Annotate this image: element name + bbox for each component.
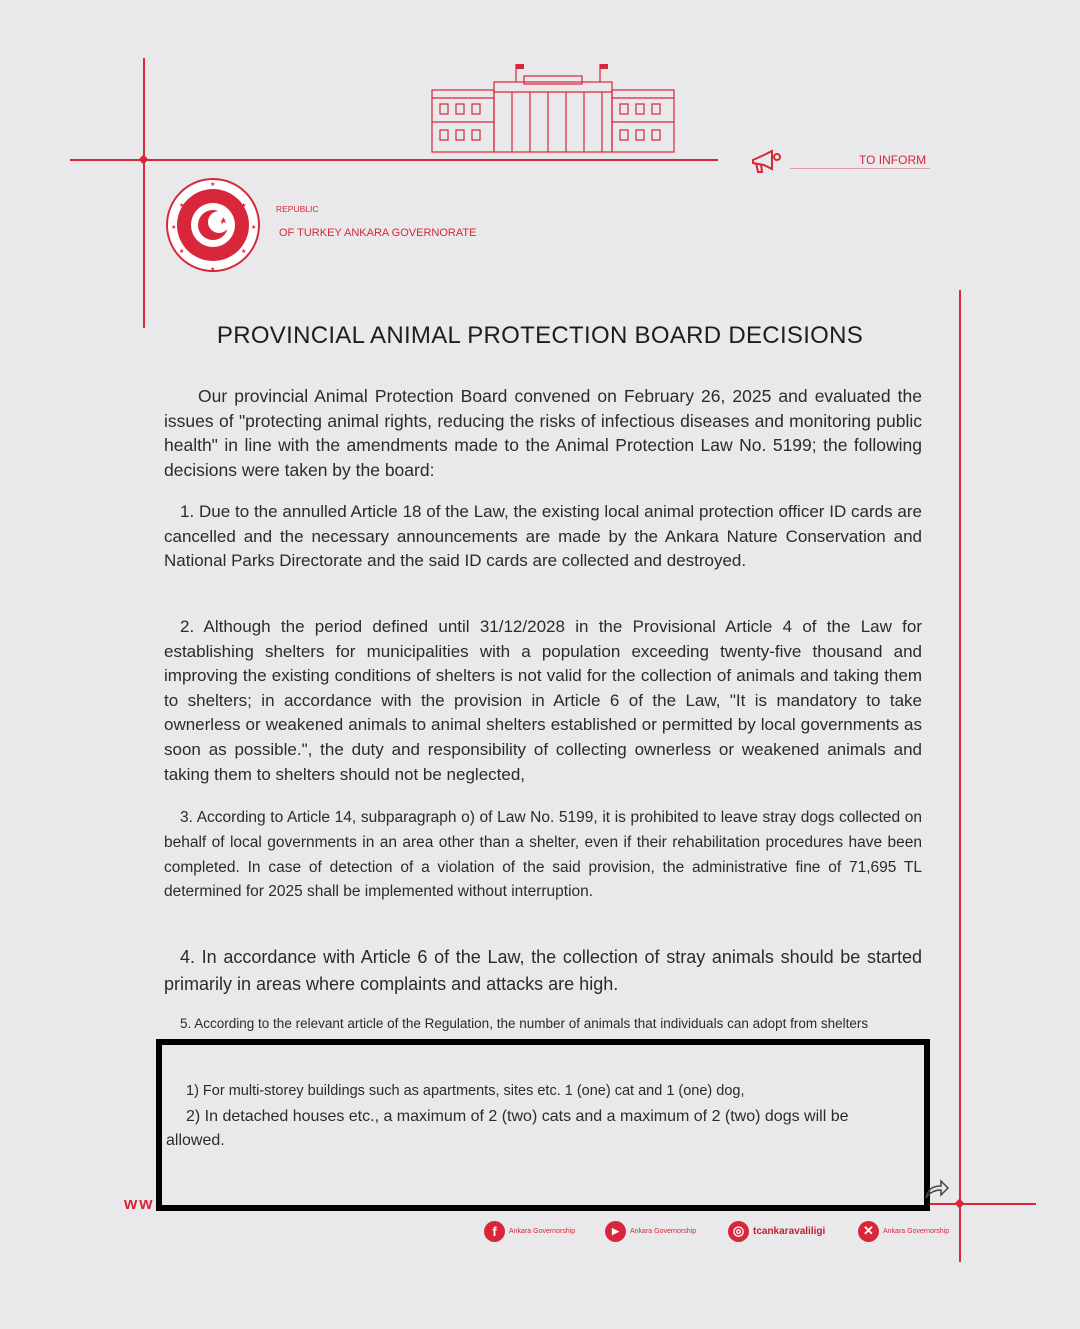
decision-1 [164, 500, 922, 574]
social-youtube[interactable] [605, 1220, 696, 1242]
parliament-building-illustration [428, 62, 678, 156]
youtube-icon: ▶ [605, 1221, 626, 1242]
decision-4-text: 4. In accordance with Article 6 of the Law, the collection of stray animals should be started primarily in areas where complaints and attacks are high. [164, 947, 922, 994]
page-title: PROVINCIAL ANIMAL PROTECTION BOARD DECISIONS [216, 322, 864, 349]
adoption-limit-item-2-text: 2) In detached houses etc., a maximum of 2 (two) cats and a maximum of 2 (two) dogs will be allowed. [166, 1108, 849, 1149]
social-x-label: Ankara Governorship [883, 1227, 950, 1235]
decision-5-text: 5. According to the relevant article of the Regulation, the number of animals that individuals can adopt from shelters [180, 1016, 869, 1031]
decision-4 [164, 944, 922, 998]
to-inform-underline [790, 168, 930, 169]
decision-1-text: 1. Due to the annulled Article 18 of the Law, the existing local animal protection officer ID cards are cancelled and the necessary announcements are made by the Ankara Nature Conservation and National Parks Directorate and the said ID cards are collected and destroyed. [164, 502, 922, 570]
facebook-icon: f [484, 1221, 505, 1242]
decision-5 [164, 1012, 922, 1036]
svg-text:★: ★ [171, 225, 177, 231]
social-facebook-label: Ankara Governorship [509, 1227, 576, 1235]
intro-paragraph [164, 384, 922, 482]
svg-text:★: ★ [241, 249, 247, 255]
svg-text:★: ★ [179, 249, 185, 255]
social-youtube-label: Ankara Governorship [630, 1227, 697, 1235]
social-facebook[interactable] [484, 1220, 575, 1242]
governorate-label: OF TURKEY ANKARA GOVERNORATE [279, 227, 477, 239]
svg-text:★: ★ [210, 182, 216, 188]
to-inform-label: TO INFORM [859, 153, 927, 167]
frame-line-top [70, 159, 718, 161]
x-icon: ✕ [858, 1221, 879, 1242]
frame-dot-top [139, 155, 149, 165]
adoption-limit-item-2 [166, 1105, 906, 1153]
svg-text:★: ★ [179, 203, 185, 209]
svg-text:★: ★ [251, 225, 257, 231]
decision-2-text: 2. Although the period defined until 31/12/2028 in the Provisional Article 4 of the Law for establishing shelters for municipalities with a population exceeding twenty-five thousand and improving the existing conditions of shelters is not valid for the collection of animals and taking them to shelters; in accordance with the provision in Article 6 of the Law, "It is mandatory to take ownerless or weakened animals to animal shelters established or permitted by local governments as soon as possible.", the duty and responsibility of collecting ownerless or weakened animals and taking them to shelters should not be neglected, [164, 617, 922, 784]
svg-text:★: ★ [241, 203, 247, 209]
share-arrow-icon[interactable] [924, 1178, 950, 1200]
website-link[interactable]: ww [124, 1194, 155, 1213]
adoption-limit-item-1: 1) For multi-storey buildings such as apartments, sites etc. 1 (one) cat and 1 (one) dog, [186, 1083, 745, 1099]
frame-line-left-top [143, 58, 145, 328]
governorate-seal-logo [165, 177, 261, 273]
highlight-box [156, 1039, 930, 1211]
decision-3 [164, 806, 922, 905]
social-instagram[interactable] [728, 1220, 825, 1242]
svg-text:★: ★ [210, 267, 216, 273]
frame-line-bottom [930, 1203, 1036, 1205]
republic-label: REPUBLIC [276, 204, 319, 214]
social-x[interactable] [858, 1220, 949, 1242]
megaphone-icon [750, 148, 784, 176]
intro-text: Our provincial Animal Protection Board convened on February 26, 2025 and evaluated the issues of "protecting animal rights, reducing the risks of infectious diseases and monitoring public health" in line with the amendments made to the Animal Protection Law No. 5199; the following decisions were taken by the board: [164, 386, 922, 480]
instagram-icon: ◎ [728, 1221, 749, 1242]
social-instagram-label: tcankaravaliligi [753, 1225, 826, 1237]
frame-line-right [959, 290, 961, 1262]
decision-3-text: 3. According to Article 14, subparagraph o) of Law No. 5199, it is prohibited to leave stray dogs collected on behalf of local governments in an area other than a shelter, even if their rehabilitation procedures have been completed. In case of detection of a violation of the said provision, the administrative fine of 71,695 TL determined for 2025 shall be implemented without interruption. [164, 809, 922, 901]
decision-2 [164, 615, 922, 787]
frame-dot-bottom [955, 1199, 965, 1209]
